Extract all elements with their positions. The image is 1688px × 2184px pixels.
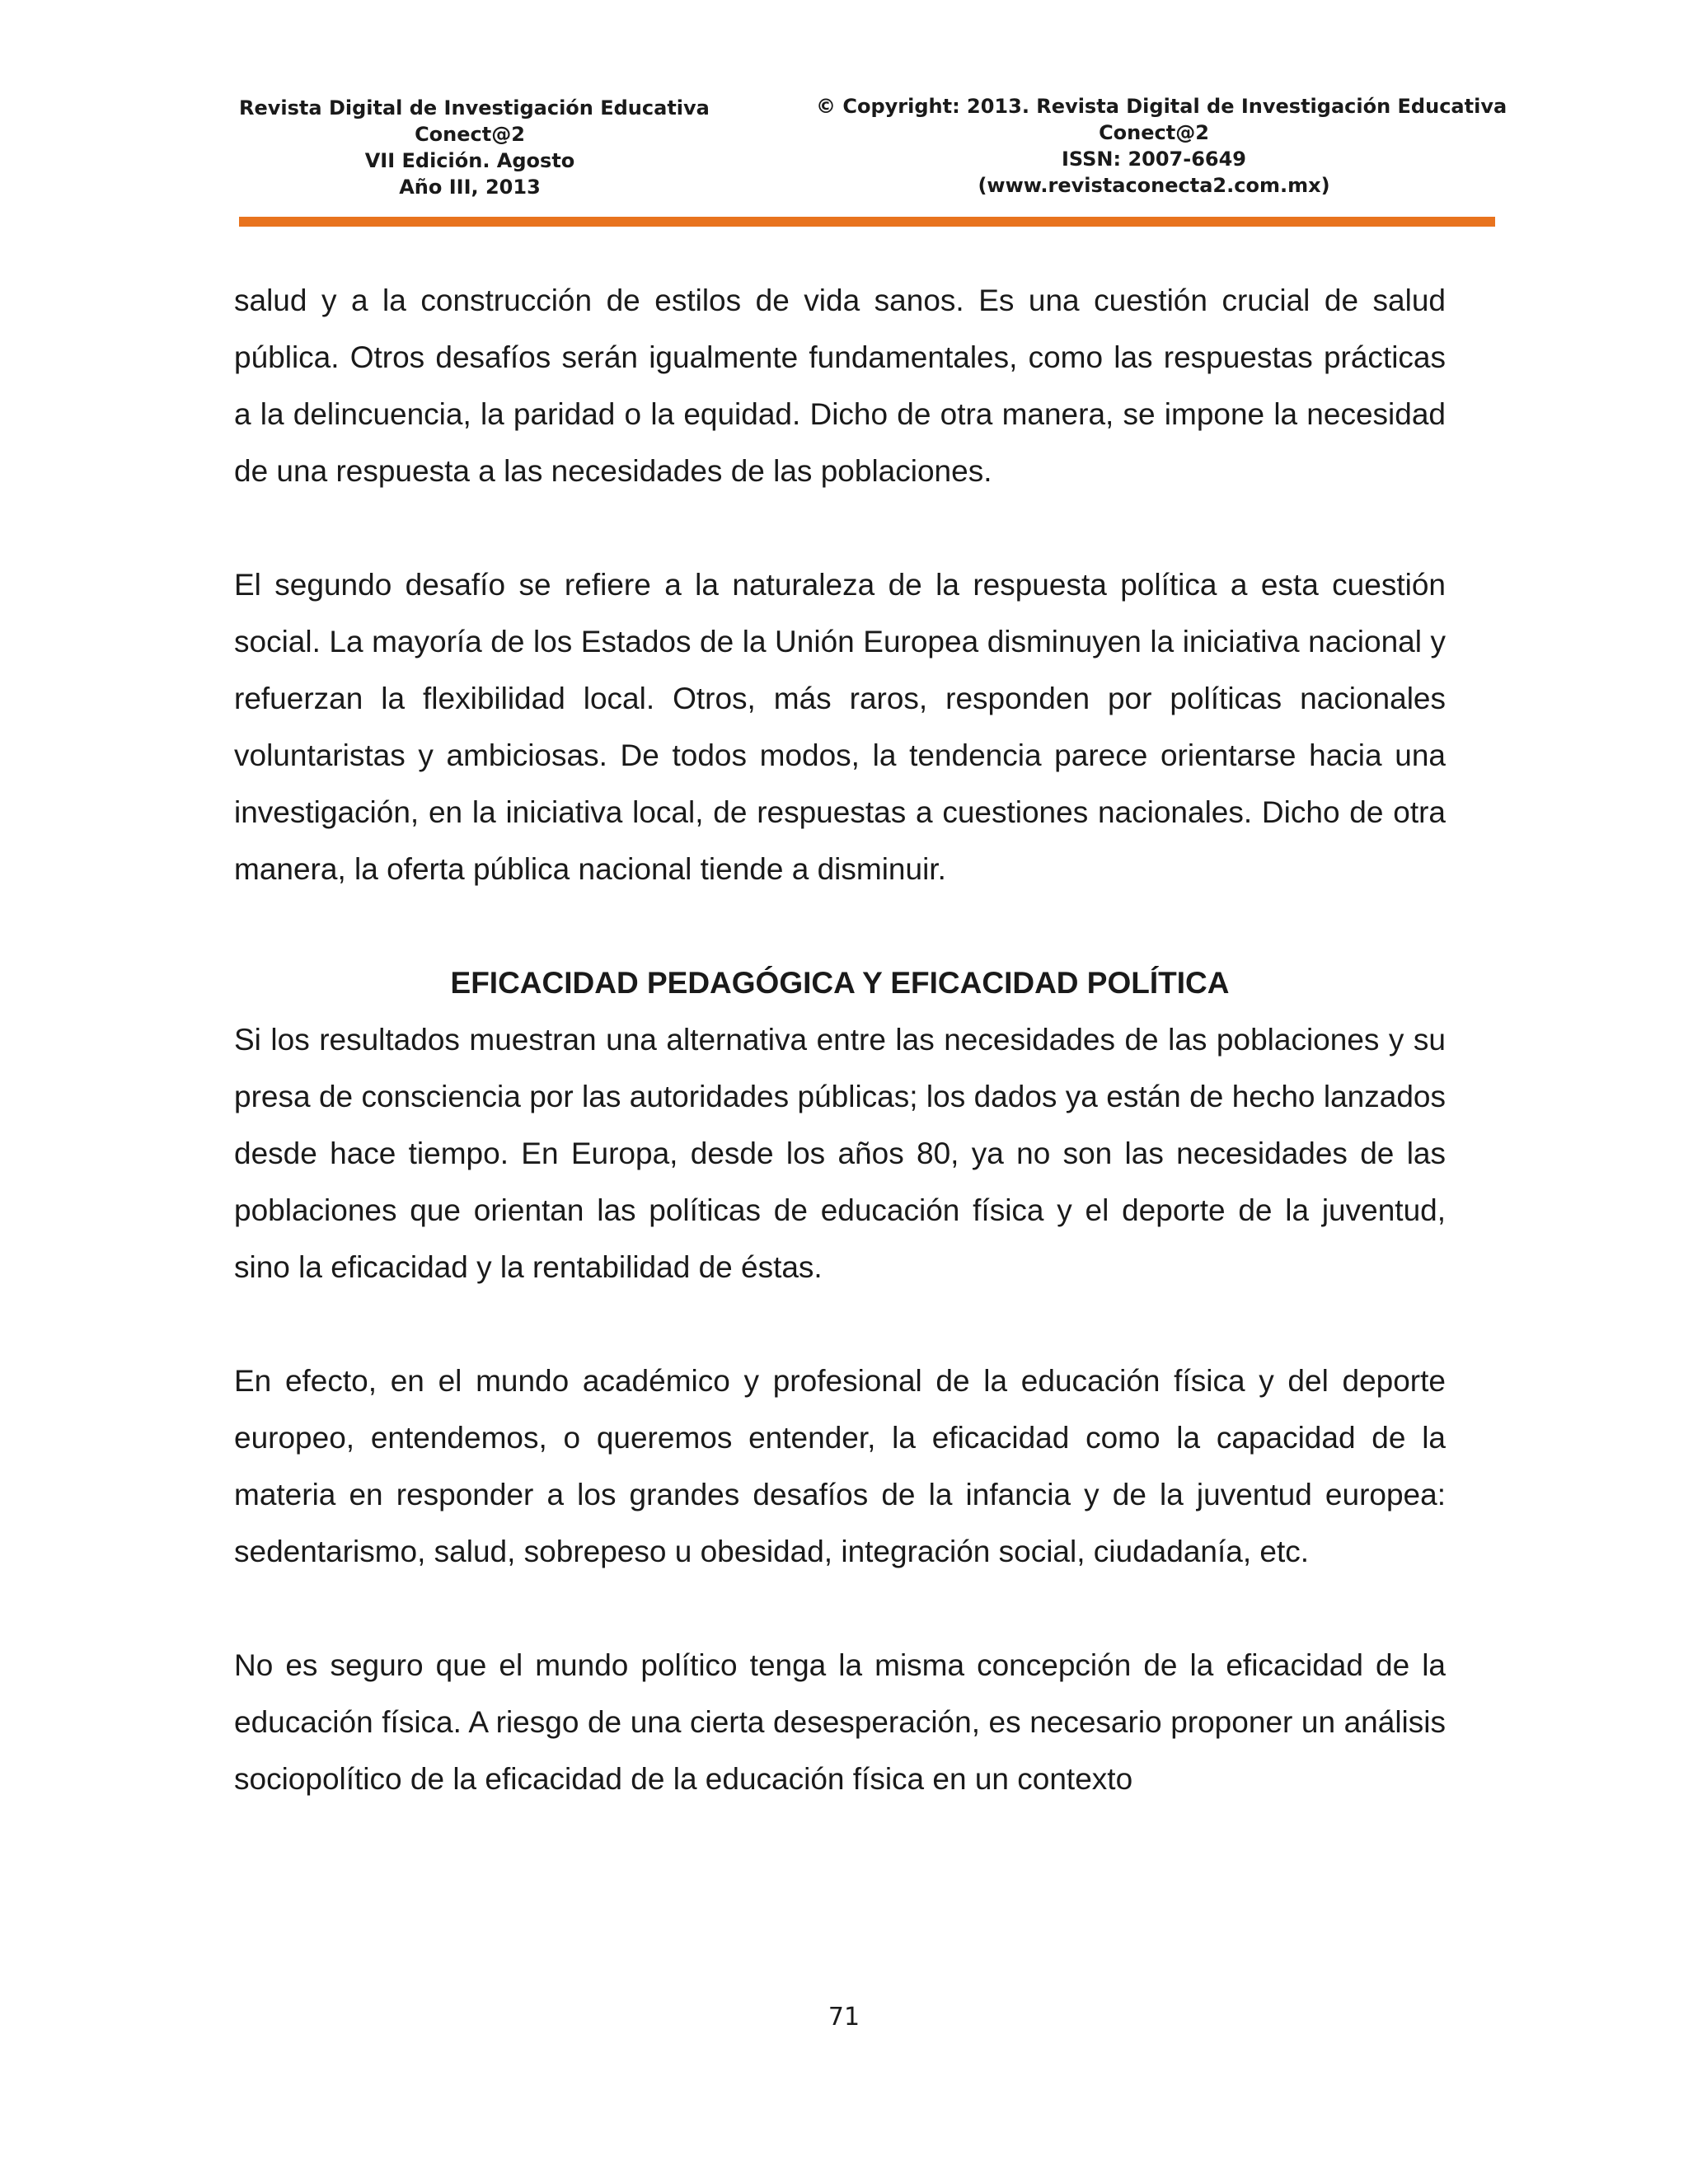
copyright-info (816, 93, 1507, 199)
paragraph-gap (234, 1296, 1446, 1352)
paragraph-3: Si los resultados muestran una alternativa entre las necesidades de las poblaciones y su presa de consciencia por las autoridades públicas; los dados ya están de hecho lanzados desde hace tiempo. En Europa, desde los años 80, ya no son las necesidades de las poblaciones que orientan las políticas de educación física y el deporte de la juventud, sino la eficacidad y la rentabilidad de éstas. (234, 1023, 1446, 1284)
paragraph-gap (234, 898, 1446, 954)
paragraph-4: En efecto, en el mundo académico y profesional de la educación física y del deporte europeo, entendemos, o queremos entender, la eficacidad como la capacidad de la materia en responder a los grandes desafíos de la infancia y de la juventud europea: sedentarismo, salud, sobrepeso u obesidad, integración social, ciudadanía, etc. (234, 1364, 1446, 1568)
page-header (239, 95, 1507, 218)
journal-name: Conect@2 (415, 123, 525, 146)
page-number: 71 (828, 2003, 860, 2032)
paragraph-1: salud y a la construcción de estilos de vida sanos. Es una cuestión crucial de salud pública. Otros desafíos serán igualmente fundamentales, como las respuestas prácticas a la delincuencia, la paridad o la equidad. Dicho de otra manera, se impone la necesidad de una respuesta a las necesidades de las poblaciones. (234, 284, 1446, 488)
article-body (234, 272, 1446, 1807)
year: Año III, 2013 (399, 176, 541, 199)
edition: VII Edición. Agosto (364, 149, 575, 172)
header-divider (239, 217, 1495, 227)
paragraph-5: No es seguro que el mundo político tenga la misma concepción de la eficacidad de la educación física. A riesgo de una cierta desesperación, es necesario proponer un análisis sociopolítico de la eficacidad de la educación física en un contexto (234, 1648, 1446, 1796)
paragraph-gap (234, 499, 1446, 556)
journal-title: Revista Digital de Investigación Educativa (239, 96, 710, 120)
website: (www.revistaconecta2.com.mx) (978, 174, 1330, 197)
issn: ISSN: 2007-6649 (1061, 148, 1246, 171)
copyright-line: © Copyright: 2013. Revista Digital de Investigación Educativa (816, 95, 1507, 118)
copyright-journal-name: Conect@2 (1099, 121, 1209, 144)
paragraph-gap (234, 1580, 1446, 1637)
journal-info (239, 95, 710, 200)
paragraph-2: El segundo desafío se refiere a la naturaleza de la respuesta política a esta cuestión social. La mayoría de los Estados de la Unión Europea disminuyen la iniciativa nacional y refuerzan la flexibilidad local. Otros, más raros, responden por políticas nacionales voluntaristas y ambiciosas. De todos modos, la tendencia parece orientarse hacia una investigación, en la iniciativa local, de respuestas a cuestiones nacionales. Dicho de otra manera, la oferta pública nacional tiende a disminuir. (234, 568, 1446, 886)
section-heading: EFICACIDAD PEDAGÓGICA Y EFICACIDAD POLÍTICA (450, 966, 1230, 1000)
